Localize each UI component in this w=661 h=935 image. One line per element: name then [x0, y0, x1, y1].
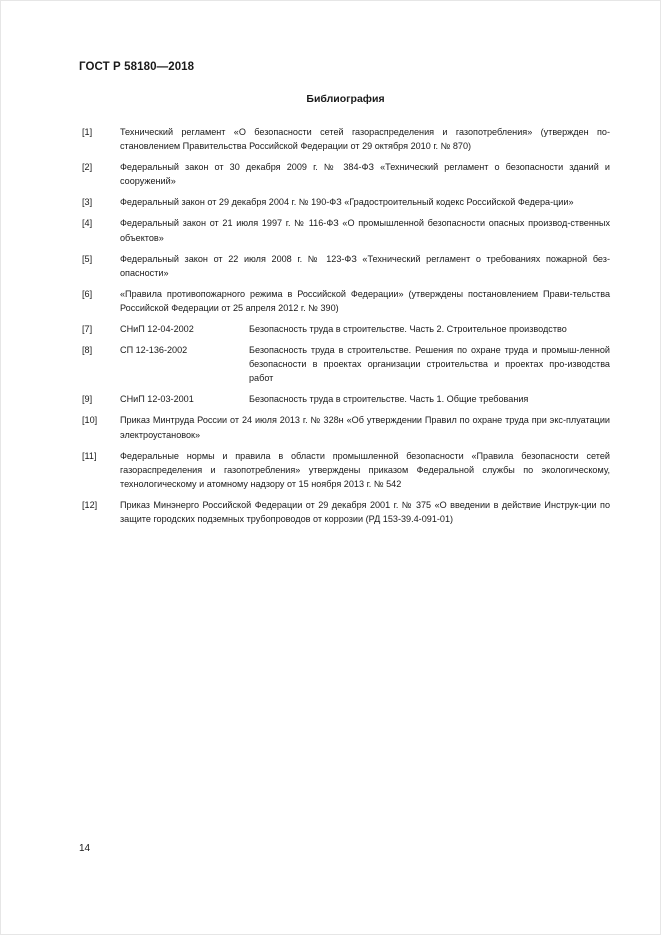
bibliography-number: [1] — [82, 127, 93, 137]
bibliography-number: [6] — [82, 288, 93, 299]
bibliography-number: [7] — [82, 324, 93, 335]
bibliography-item-2 — [82, 160, 610, 188]
bibliography-number: [4] — [82, 218, 93, 229]
bibliography-text: Приказ Минэнерго Российской Федерации от 29 декабря 2001 г. № 375 «О введении в действие Инструк-ции по защите городских подземных трубопроводов от коррозии (РД 153-39.4-091-01) — [120, 500, 610, 525]
bibliography-code: СНиП 12-03-2001 — [120, 394, 194, 405]
bibliography-text: Федеральный закон от 21 июля 1997 г. № 116-ФЗ «О промышленной безопасности опасных производ-ственных объектов» — [120, 218, 610, 243]
bibliography-item-10 — [82, 413, 610, 441]
section-title: Библиография — [306, 93, 385, 105]
bibliography-number: [11] — [82, 450, 97, 461]
bibliography-number: [10] — [82, 415, 98, 426]
bibliography-number: [8] — [82, 345, 93, 356]
bibliography-number: [2] — [82, 162, 93, 173]
bibliography-description: Безопасность труда в строительстве. Часть 2. Строительное производство — [249, 324, 567, 335]
bibliography-description: Безопасность труда в строительстве. Часть 1. Общие требования — [249, 394, 529, 405]
bibliography-text: Федеральный закон от 22 июля 2008 г. № 123-ФЗ «Технический регламент о требованиях пожарной без-опасности» — [120, 253, 610, 278]
bibliography-text: Федеральные нормы и правила в области промышленной безопасности «Правила безопасности сетей газораспределения и газопотребления» утверждены приказом Федеральной службы по экологическому, технологическому и атомному надзору от 15 ноября 2013 г. № 542 — [120, 450, 610, 490]
page-number: 14 — [79, 843, 91, 854]
bibliography-item-12 — [82, 498, 610, 526]
bibliography-text: Приказ Минтруда России от 24 июля 2013 г. № 328н «Об утверждении Правил по охране труда при экс-плуатации электроустановок» — [120, 415, 610, 440]
bibliography-item-11 — [82, 449, 610, 492]
bibliography-number: [9] — [82, 394, 93, 405]
bibliography-number: [3] — [82, 197, 93, 208]
bibliography-item-1 — [82, 125, 610, 153]
bibliography-number: [5] — [82, 253, 93, 264]
bibliography-code: СП 12-136-2002 — [120, 345, 188, 356]
bibliography-item-9 — [82, 392, 610, 406]
bibliography-number: [12] — [82, 500, 98, 511]
bibliography-list — [82, 125, 610, 533]
bibliography-description: Безопасность труда в строительстве. Решения по охране труда и промыш-ленной безопасности в проектах организации строительства и проектах про-изводства работ — [249, 345, 610, 384]
bibliography-text: «Правила противопожарного режима в Российской Федерации» (утверждены постановлением Прави-тельства Российской Федерации от 25 апреля 2012 г. № 390) — [120, 288, 610, 314]
bibliography-item-4 — [82, 216, 610, 244]
bibliography-item-6 — [82, 287, 610, 315]
bibliography-text: Федеральный закон от 30 декабря 2009 г. № 384-ФЗ «Технический регламент о безопасности зданий и сооружений» — [120, 162, 610, 187]
bibliography-item-8 — [82, 343, 610, 386]
document-code: ГОСТ Р 58180—2018 — [79, 61, 195, 73]
bibliography-code: СНиП 12-04-2002 — [120, 324, 194, 335]
bibliography-text: Технический регламент «О безопасности сетей газораспределения и газопотребления» (утвержден по-становлением Правительства Российской Федерации от 29 октября 2010 г. № 870) — [120, 127, 610, 152]
bibliography-text: Федеральный закон от 29 декабря 2004 г. № 190-ФЗ «Градостроительный кодекс Российской Федера-ции» — [120, 197, 574, 208]
bibliography-item-3 — [82, 195, 610, 209]
bibliography-item-7 — [82, 322, 610, 336]
bibliography-item-5 — [82, 252, 610, 280]
